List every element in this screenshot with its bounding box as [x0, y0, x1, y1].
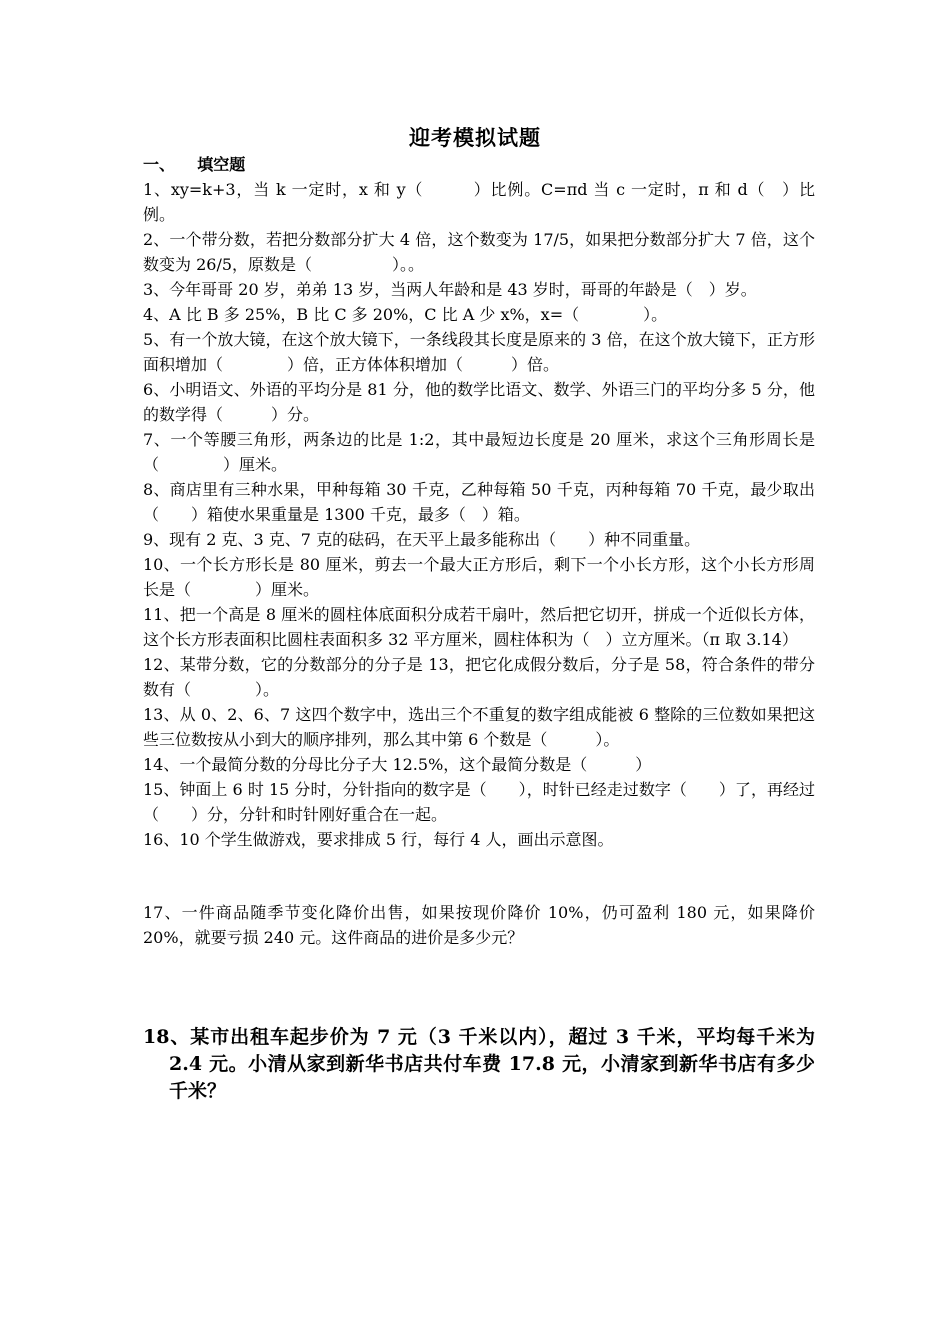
question-16: 16、10 个学生做游戏，要求排成 5 行，每行 4 人，画出示意图。 — [143, 830, 614, 849]
question-list — [143, 177, 815, 1105]
question-8: 8、商店里有三种水果，甲种每箱 30 千克，乙种每箱 50 千克，丙种每箱 70 千克，最少取出（ ）箱使水果重量是 1300 千克，最多（ ）箱。 — [143, 480, 815, 524]
question-18: 18、某市出租车起步价为 7 元（3 千米以内），超过 3 千米，平均每千米为 2.4 元。小清从家到新华书店共付车费 17.8 元，小清家到新华书店有多少千米？ — [143, 1026, 815, 1102]
question-13: 13、从 0、2、6、7 这四个数字中，选出三个不重复的数字组成能被 6 整除的三位数如果把这些三位数按从小到大的顺序排列，那么其中第 6 个数是（ ）。 — [143, 705, 815, 749]
section-heading: 一、 填空题 — [143, 155, 246, 174]
question-5: 5、有一个放大镜，在这个放大镜下，一条线段其长度是原来的 3 倍，在这个放大镜下，正方形面积增加（ ）倍，正方体体积增加（ ）倍。 — [143, 330, 815, 374]
question-2: 2、一个带分数，若把分数部分扩大 4 倍，这个数变为 17/5，如果把分数部分扩大 7 倍，这个数变为 26/5，原数是（ ）。。 — [143, 230, 815, 274]
question-11: 11、把一个高是 8 厘米的圆柱体底面积分成若干扇叶，然后把它切开，拼成一个近似长方体，这个长方形表面积比圆柱表面积多 32 平方厘米，圆柱体积为（ ）立方厘米。（π 取 3.14） — [143, 605, 815, 649]
question-1: 1、xy=k+3，当 k 一定时，x 和 y（ ）比例。C=πd 当 c 一定时，π 和 d（ ）比例。 — [143, 180, 815, 224]
question-14: 14、一个最简分数的分母比分子大 12.5%，这个最简分数是（ ） — [143, 755, 652, 774]
question-4: 4、A 比 B 多 25%，B 比 C 多 20%，C 比 A 少 x%，x=（ ）。 — [143, 305, 668, 324]
question-6: 6、小明语文、外语的平均分是 81 分，他的数学比语文、数学、外语三门的平均分多 5 分，他的数学得（ ）分。 — [143, 380, 815, 424]
question-17: 17、一件商品随季节变化降价出售，如果按现价降价 10%，仍可盈利 180 元，如果降价 20%，就要亏损 240 元。这件商品的进价是多少元？ — [143, 903, 815, 947]
question-3: 3、今年哥哥 20 岁，弟弟 13 岁，当两人年龄和是 43 岁时，哥哥的年龄是（ ）岁。 — [143, 280, 757, 299]
document-title: 迎考模拟试题 — [409, 125, 541, 150]
question-9: 9、现有 2 克、3 克、7 克的砝码，在天平上最多能称出（ ）种不同重量。 — [143, 530, 701, 549]
question-7: 7、一个等腰三角形，两条边的比是 1:2，其中最短边长度是 20 厘米，求这个三角形周长是（ ）厘米。 — [143, 430, 815, 474]
question-10: 10、一个长方形长是 80 厘米，剪去一个最大正方形后，剩下一个小长方形，这个小长方形周长是（ ）厘米。 — [143, 555, 815, 599]
question-15: 15、钟面上 6 时 15 分时，分针指向的数字是（ ），时针已经走过数字（ ）了，再经过（ ）分，分针和时针刚好重合在一起。 — [143, 780, 815, 824]
question-12: 12、某带分数，它的分数部分的分子是 13，把它化成假分数后，分子是 58，符合条件的带分数有（ ）。 — [143, 655, 815, 699]
